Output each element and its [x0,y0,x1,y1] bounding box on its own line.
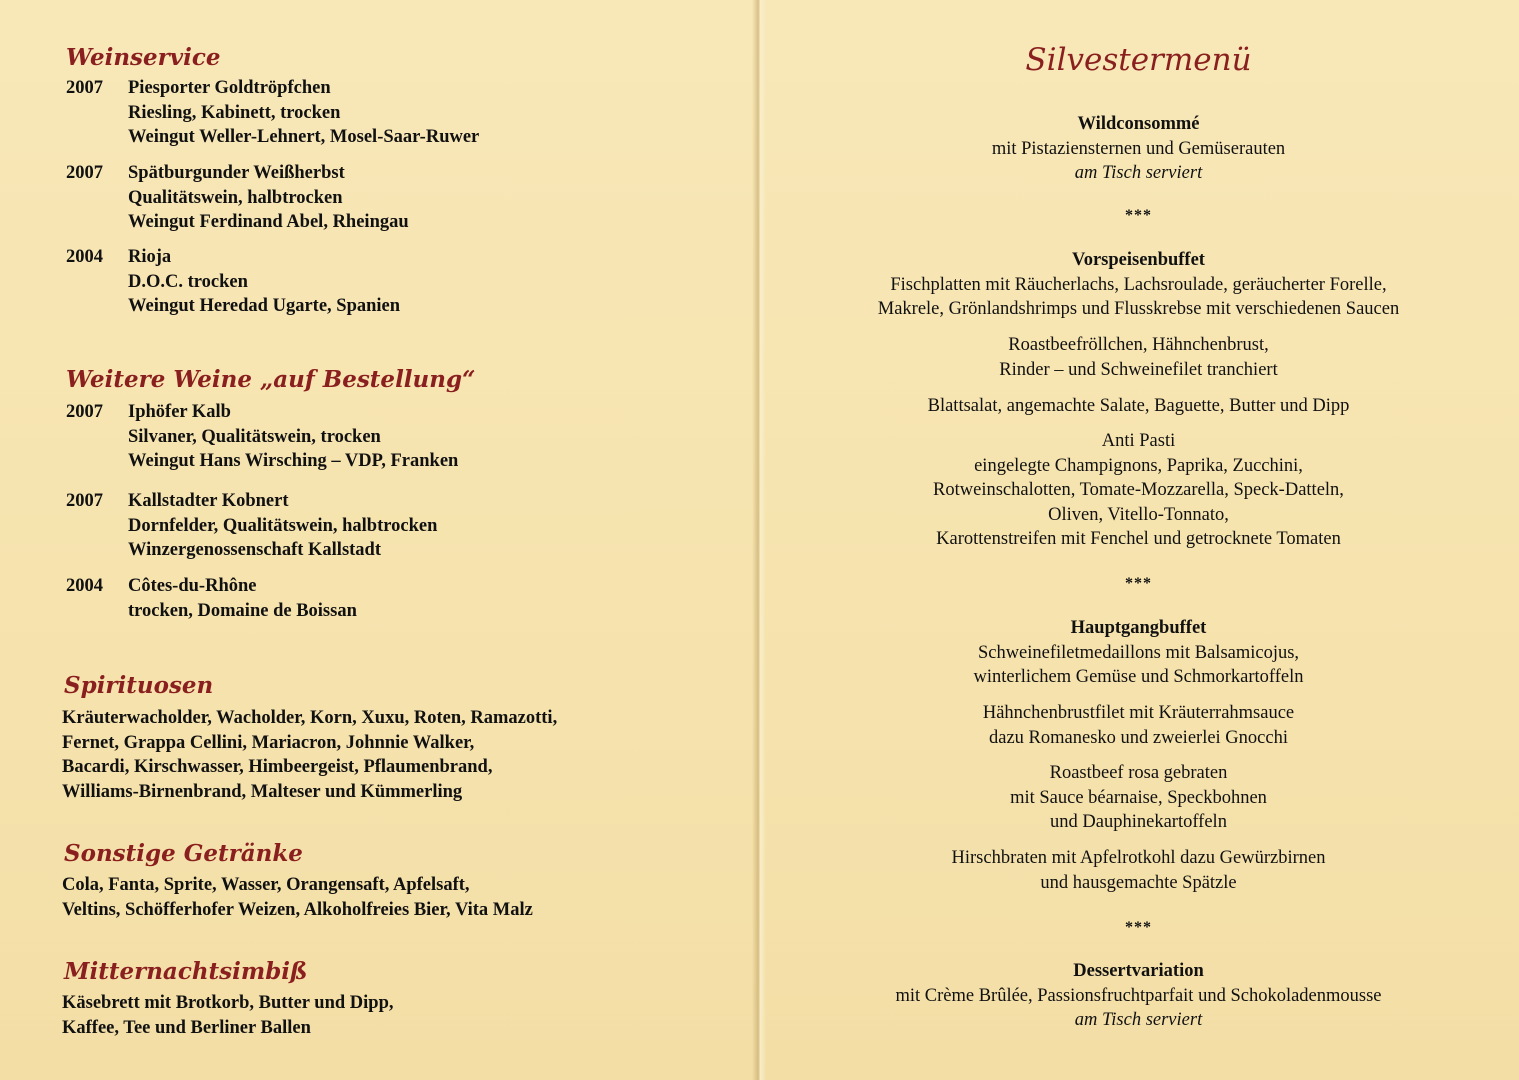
wine-entry [66,245,400,319]
course-consomme [758,112,1519,186]
course-line: Hirschbraten mit Apfelrotkohl dazu Gewürzbirnen [951,848,1326,868]
course-line: Roastbeef rosa gebraten [1049,763,1228,783]
wine-producer: Weingut Hans Wirsching – VDP, Franken [128,451,459,471]
menu-title: Silvestermenü [1025,42,1252,78]
spirituosen-list [62,706,557,804]
getraenke-title: Sonstige Getränke [64,840,303,867]
course-line: Oliven, Vitello-Tonnato, [1048,504,1229,525]
imbiss-list [62,991,393,1040]
wine-entry [66,574,357,623]
spirituosen-line: Bacardi, Kirschwasser, Himbeergeist, Pflaumenbrand, [62,757,493,777]
course-line: Fischplatten mit Räucherlachs, Lachsroulade, geräucherter Forelle, [890,274,1387,295]
hauptgang-dish [758,761,1519,835]
getraenke-line: Veltins, Schöfferhofer Weizen, Alkoholfreies Bier, Vita Malz [62,899,533,920]
weinservice-title: Weinservice [66,44,221,71]
wine-name: Rioja [128,247,172,267]
course-line: winterlichem Gemüse und Schmorkartoffeln [973,667,1304,687]
course-line: Hähnchenbrustfilet mit Kräuterrahmsauce [982,703,1295,723]
wine-year: 2004 [66,576,103,596]
course-line: Anti Pasti [1101,431,1176,451]
vorspeisen-antipasti [758,429,1519,552]
course-line: mit Crème Brûlée, Passionsfruchtparfait und Schokoladenmousse [895,985,1382,1006]
course-vorspeisen [758,248,1519,322]
wine-detail: Silvaner, Qualitätswein, trocken [128,426,381,447]
course-hauptgang [758,616,1519,690]
imbiss-line: Kaffee, Tee und Berliner Ballen [62,1017,311,1038]
spirituosen-line: Williams-Birnenbrand, Malteser und Kümmerling [62,781,463,802]
course-line: Rotweinschalotten, Tomate-Mozzarella, Speck-Datteln, [933,480,1344,500]
wine-name: Piesporter Goldtröpfchen [128,78,331,98]
wine-entry [66,489,437,563]
wine-detail: Qualitätswein, halbtrocken [128,187,343,208]
wine-year: 2007 [66,78,103,98]
course-line: mit Sauce béarnaise, Speckbohnen [1010,787,1267,808]
wine-detail: Dornfelder, Qualitätswein, halbtrocken [128,515,438,536]
course-heading: Wildconsommé [1077,114,1200,134]
wine-producer: Weingut Weller-Lehnert, Mosel-Saar-Ruwer [128,127,480,147]
wine-detail: D.O.C. trocken [128,271,248,292]
weitere-weine-title: Weitere Weine „auf Bestellung“ [66,366,476,393]
separator: *** [1125,575,1152,592]
course-line: und Dauphinekartoffeln [1050,812,1227,832]
imbiss-line: Käsebrett mit Brotkorb, Butter und Dipp, [62,993,394,1013]
wine-detail: Riesling, Kabinett, trocken [128,102,341,123]
course-note: am Tisch serviert [1074,1010,1203,1030]
wine-producer: Weingut Heredad Ugarte, Spanien [128,296,401,316]
wine-year: 2007 [66,491,103,511]
page-fold [752,0,766,1080]
course-line: Roastbeefröllchen, Hähnchenbrust, [1008,335,1269,355]
course-line: Karottenstreifen mit Fenchel und getrocknete Tomaten [936,529,1341,549]
wine-producer: Weingut Ferdinand Abel, Rheingau [128,212,409,232]
wine-year: 2007 [66,402,103,422]
wine-name: Iphöfer Kalb [128,402,231,422]
separator: *** [1125,919,1152,936]
spirituosen-line: Fernet, Grappa Cellini, Mariacron, Johnnie Walker, [62,732,475,753]
wine-year: 2004 [66,247,103,267]
course-line: dazu Romanesko und zweierlei Gnocchi [989,727,1288,748]
vorspeisen-salat: Blattsalat, angemachte Salate, Baguette, Butter und Dipp [927,396,1350,416]
course-line: Makrele, Grönlandshrimps und Flusskrebse mit verschiedenen Saucen [877,299,1400,319]
course-line: eingelegte Champignons, Paprika, Zucchini, [974,455,1303,476]
course-heading: Dessertvariation [1073,961,1204,981]
getraenke-line: Cola, Fanta, Sprite, Wasser, Orangensaft, Apfelsaft, [62,875,470,895]
wine-year: 2007 [66,163,103,183]
course-line: Schweinefiletmedaillons mit Balsamicojus, [977,642,1300,663]
separator: *** [1125,207,1152,224]
course-dessert [758,959,1519,1033]
wine-name: Côtes-du-Rhône [128,576,257,596]
left-page [0,0,758,1080]
course-heading: Vorspeisenbuffet [1072,250,1205,270]
wine-entry [66,76,479,150]
course-line: Rinder – und Schweinefilet tranchiert [999,359,1278,380]
course-line: und hausgemachte Spätzle [1040,872,1237,893]
vorspeisen-fleisch [758,333,1519,382]
course-note: am Tisch serviert [1074,163,1203,183]
course-heading: Hauptgangbuffet [1070,618,1207,638]
wine-name: Kallstadter Kobnert [128,491,289,511]
hauptgang-dish [758,846,1519,895]
wine-detail: trocken, Domaine de Boissan [128,600,357,621]
hauptgang-dish [758,701,1519,750]
course-line: mit Pistaziensternen und Gemüserauten [991,138,1286,159]
spirituosen-title: Spirituosen [64,672,214,699]
spirituosen-line: Kräuterwacholder, Wacholder, Korn, Xuxu, Roten, Ramazotti, [62,708,558,728]
wine-name: Spätburgunder Weißherbst [128,163,345,183]
getraenke-list [62,873,533,922]
wine-producer: Winzergenossenschaft Kallstadt [128,540,382,560]
wine-entry [66,400,458,474]
wine-entry [66,161,409,235]
right-page [758,0,1519,1080]
imbiss-title: Mitternachtsimbiß [64,958,308,985]
